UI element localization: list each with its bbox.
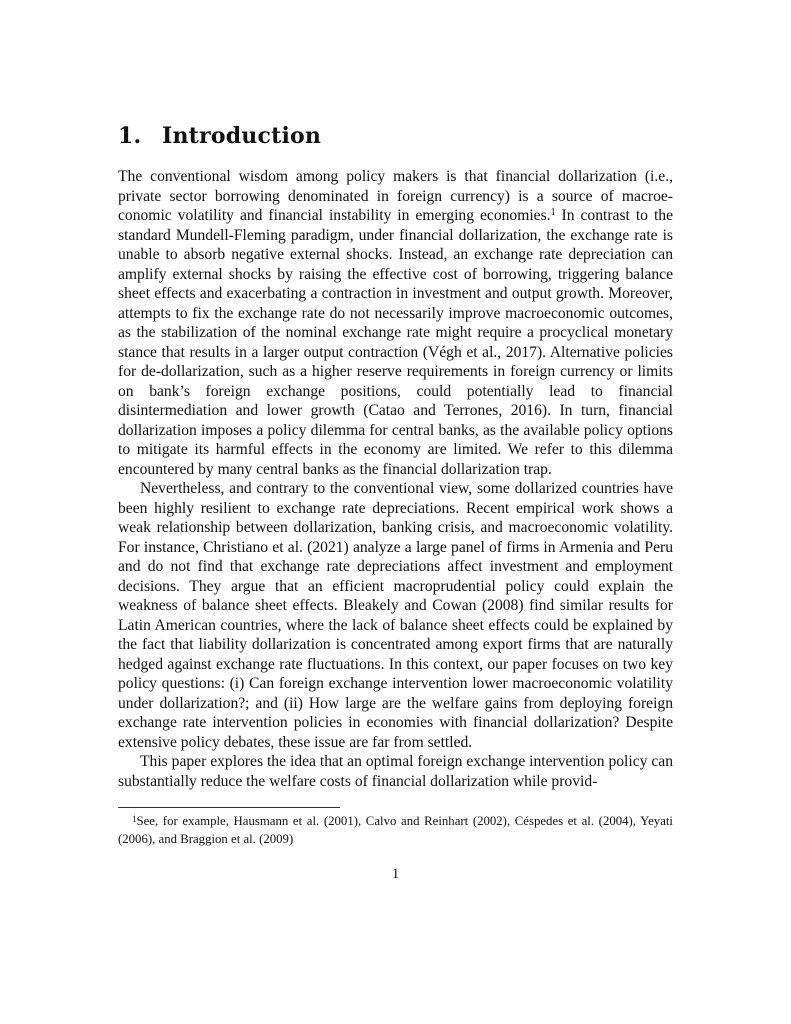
section-heading <box>118 122 321 150</box>
footnote-text: See, for example, Hausmann et al. (2001), Calvo and Reinhart (2002), Céspedes et al. (2004), Yeyati (2006), and Braggion et al. (2009) <box>118 814 673 846</box>
footnote-reference: 1 <box>550 207 556 218</box>
paragraph-1-text-b: In contrast to the standard Mundell-Fleming paradigm, under financial dollarization, the exchange rate is unable to absorb negative external shocks. Instead, an exchange rate depreciation can amplify external shocks by raising the effective cost of borrowing, triggering balance sheet effects and exacerbating a contraction in investment and output growth. Moreover, attempts to fix the exchange rate do not necessarily improve macroeconomic outcomes, as the stabilization of the nominal exchange rate might require a procyclical monetary stance that results in a larger output contraction (Végh et al., 2017). Alternative policies for de-dollarization, such as a higher reserve requirements in foreign currency or limits on bank’s foreign exchange positions, could potentially lead to financial disintermediation and lower growth (Catao and Terrones, 2016). In turn, financial dollarization imposes a policy dilemma for central banks, as the available policy options to mitigate its harmful effects in the economy are limited. We refer to this dilemma encountered by many central banks as the financial dollarization trap. <box>118 207 673 478</box>
paragraph-2: Nevertheless, and contrary to the conventional view, some dollarized countries have been highly resilient to exchange rate depreciations. Recent empirical work shows a weak relationship between dollarization, banking crisis, and macroeconomic volatility. For instance, Christiano et al. (2021) analyze a large panel of firms in Armenia and Peru and do not find that exchange rate depreciations affect investment and employment decisions. They argue that an efficient macroprudential policy could explain the weakness of balance sheet effects. Bleakely and Cowan (2008) find similar results for Latin American countries, where the lack of balance sheet effects could be explained by the fact that liability dollarization is concentrated among export firms that are naturally hedged against exchange rate fluctuations. In this context, our paper focuses on two key policy questions: (i) Can foreign exchange intervention lower macroeconomic volatility under dollarization?; and (ii) How large are the welfare gains from deploying foreign exchange rate intervention policies in economies with financial dollarization? Despite extensive policy debates, these issue are far from settled. <box>118 480 673 751</box>
footnote-mark: 1 <box>132 814 137 824</box>
paragraph-1 <box>118 167 673 479</box>
footnote-divider <box>118 807 340 808</box>
body-text <box>118 167 673 791</box>
footnote <box>118 812 673 848</box>
page-number: 1 <box>391 866 400 882</box>
section-title: Introduction <box>162 123 322 149</box>
paragraph-1-text-a: The conventional wisdom among policy makers is that financial dollarization (i.e., private sector borrowing denominated in foreign currency) is a source of macroeconomic volatility and financial instability in emerging economies. <box>118 168 673 224</box>
section-number: 1. <box>118 123 142 149</box>
paragraph-3: This paper explores the idea that an optimal foreign exchange intervention policy can substantially reduce the welfare costs of financial dollarization while provid- <box>118 753 673 790</box>
